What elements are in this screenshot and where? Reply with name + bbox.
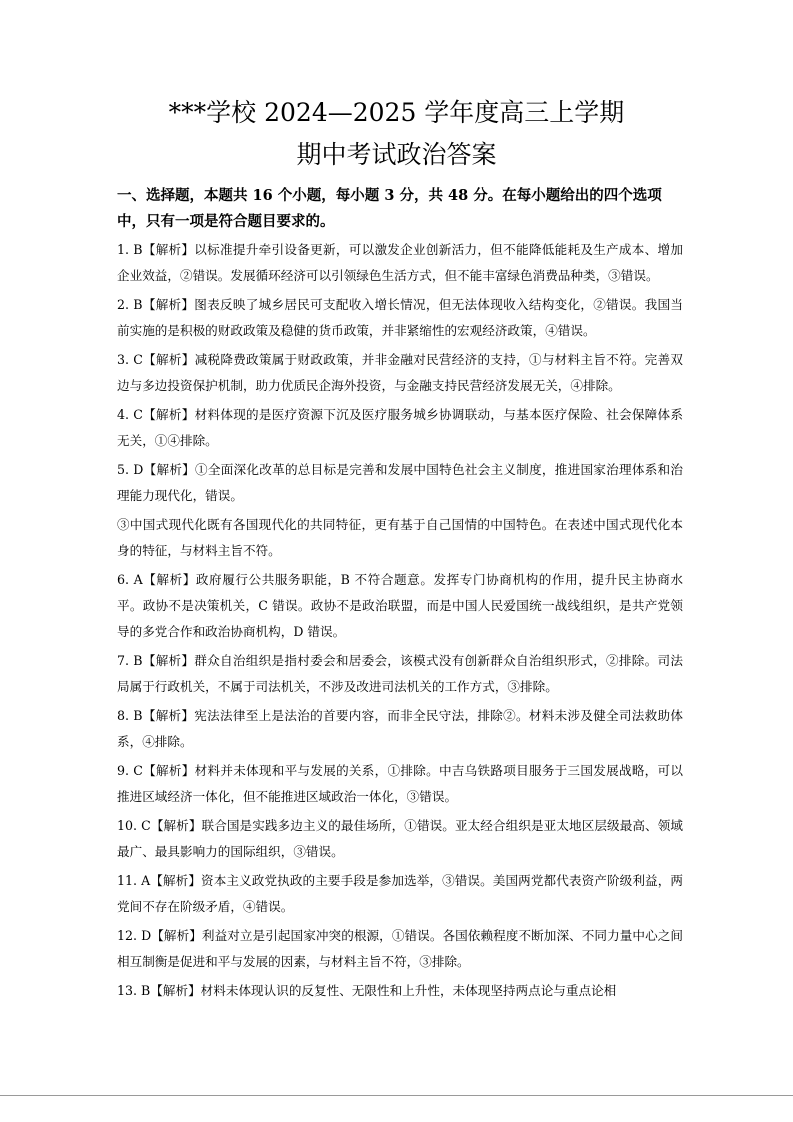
- answer-item: 5. D【解析】①全面深化改革的总目标是完善和发展中国特色社会主义制度，推进国家治理体系和治理能力现代化，错误。: [117, 462, 683, 503]
- answer-item: 1. B【解析】以标准提升牵引设备更新，可以激发企业创新活力，但不能降低能耗及生产成本、增加企业效益，②错误。发展循环经济可以引领绿色生活方式，但不能丰富绿色消费品种类，③错误。: [117, 242, 683, 283]
- answer-item: 13. B【解析】材料未体现认识的反复性、无限性和上升性，未体现坚持两点论与重点论相: [117, 983, 617, 998]
- answer-item: 11. A【解析】资本主义政党执政的主要手段是参加选举，③错误。美国两党都代表资产阶级利益，两党间不存在阶级矛盾，④错误。: [117, 873, 683, 914]
- answer-item: 3. C【解析】减税降费政策属于财政政策，并非金融对民营经济的支持，①与材料主旨不符。完善双边与多边投资保护机制，助力优质民企海外投资，与金融支持民营经济发展无关，④排除。: [117, 352, 683, 393]
- answer-item: 7. B【解析】群众自治组织是指村委会和居委会，该模式没有创新群众自治组织形式，②排除。司法局属于行政机关，不属于司法机关，不涉及改进司法机关的工作方式，③排除。: [117, 653, 683, 694]
- section-heading: 一、选择题，本题共 16 个小题，每小题 3 分，共 48 分。在每小题给出的四个选项中，只有一项是符合题目要求的。: [117, 187, 662, 230]
- answer-item: 2. B【解析】图表反映了城乡居民可支配收入增长情况，但无法体现收入结构变化，②错误。我国当前实施的是积极的财政政策及稳健的货币政策，并非紧缩性的宏观经济政策，④错误。: [117, 297, 683, 338]
- page-bottom-divider: [0, 1095, 793, 1096]
- answer-item: 8. B【解析】宪法法律至上是法治的首要内容，而非全民守法，排除②。材料未涉及健全司法救助体系，④排除。: [117, 708, 683, 749]
- answer-item: 4. C【解析】材料体现的是医疗资源下沉及医疗服务城乡协调联动，与基本医疗保险、社会保障体系无关，①④排除。: [117, 407, 683, 448]
- document-title-line1: ***学校 2024—2025 学年度高三上学期: [168, 98, 625, 127]
- answer-item: 6. A【解析】政府履行公共服务职能，B 不符合题意。发挥专门协商机构的作用，提升民主协商水平。政协不是决策机关，C 错误。政协不是政治联盟，而是中国人民爱国统一战线组织，是共产党领导的多党合作和政治协商机构，D 错误。: [117, 572, 683, 639]
- answer-item: 9. C【解析】材料并未体现和平与发展的关系，①排除。中吉乌铁路项目服务于三国发展战略，可以推进区域经济一体化，但不能推进区域政治一体化，③错误。: [117, 763, 683, 804]
- document-title-line2: 期中考试政治答案: [296, 140, 497, 169]
- answer-item: 12. D【解析】利益对立是引起国家冲突的根源，①错误。各国依赖程度不断加深、不同力量中心之间相互制衡是促进和平与发展的因素，与材料主旨不符，③排除。: [117, 928, 683, 969]
- answer-item: 10. C【解析】联合国是实践多边主义的最佳场所，①错误。亚太经合组织是亚太地区层级最高、领域最广、最具影响力的国际组织，③错误。: [117, 818, 683, 859]
- answer-content: [117, 183, 683, 1007]
- answer-item: ③中国式现代化既有各国现代化的共同特征，更有基于自己国情的中国特色。在表述中国式现代化本身的特征，与材料主旨不符。: [117, 517, 683, 558]
